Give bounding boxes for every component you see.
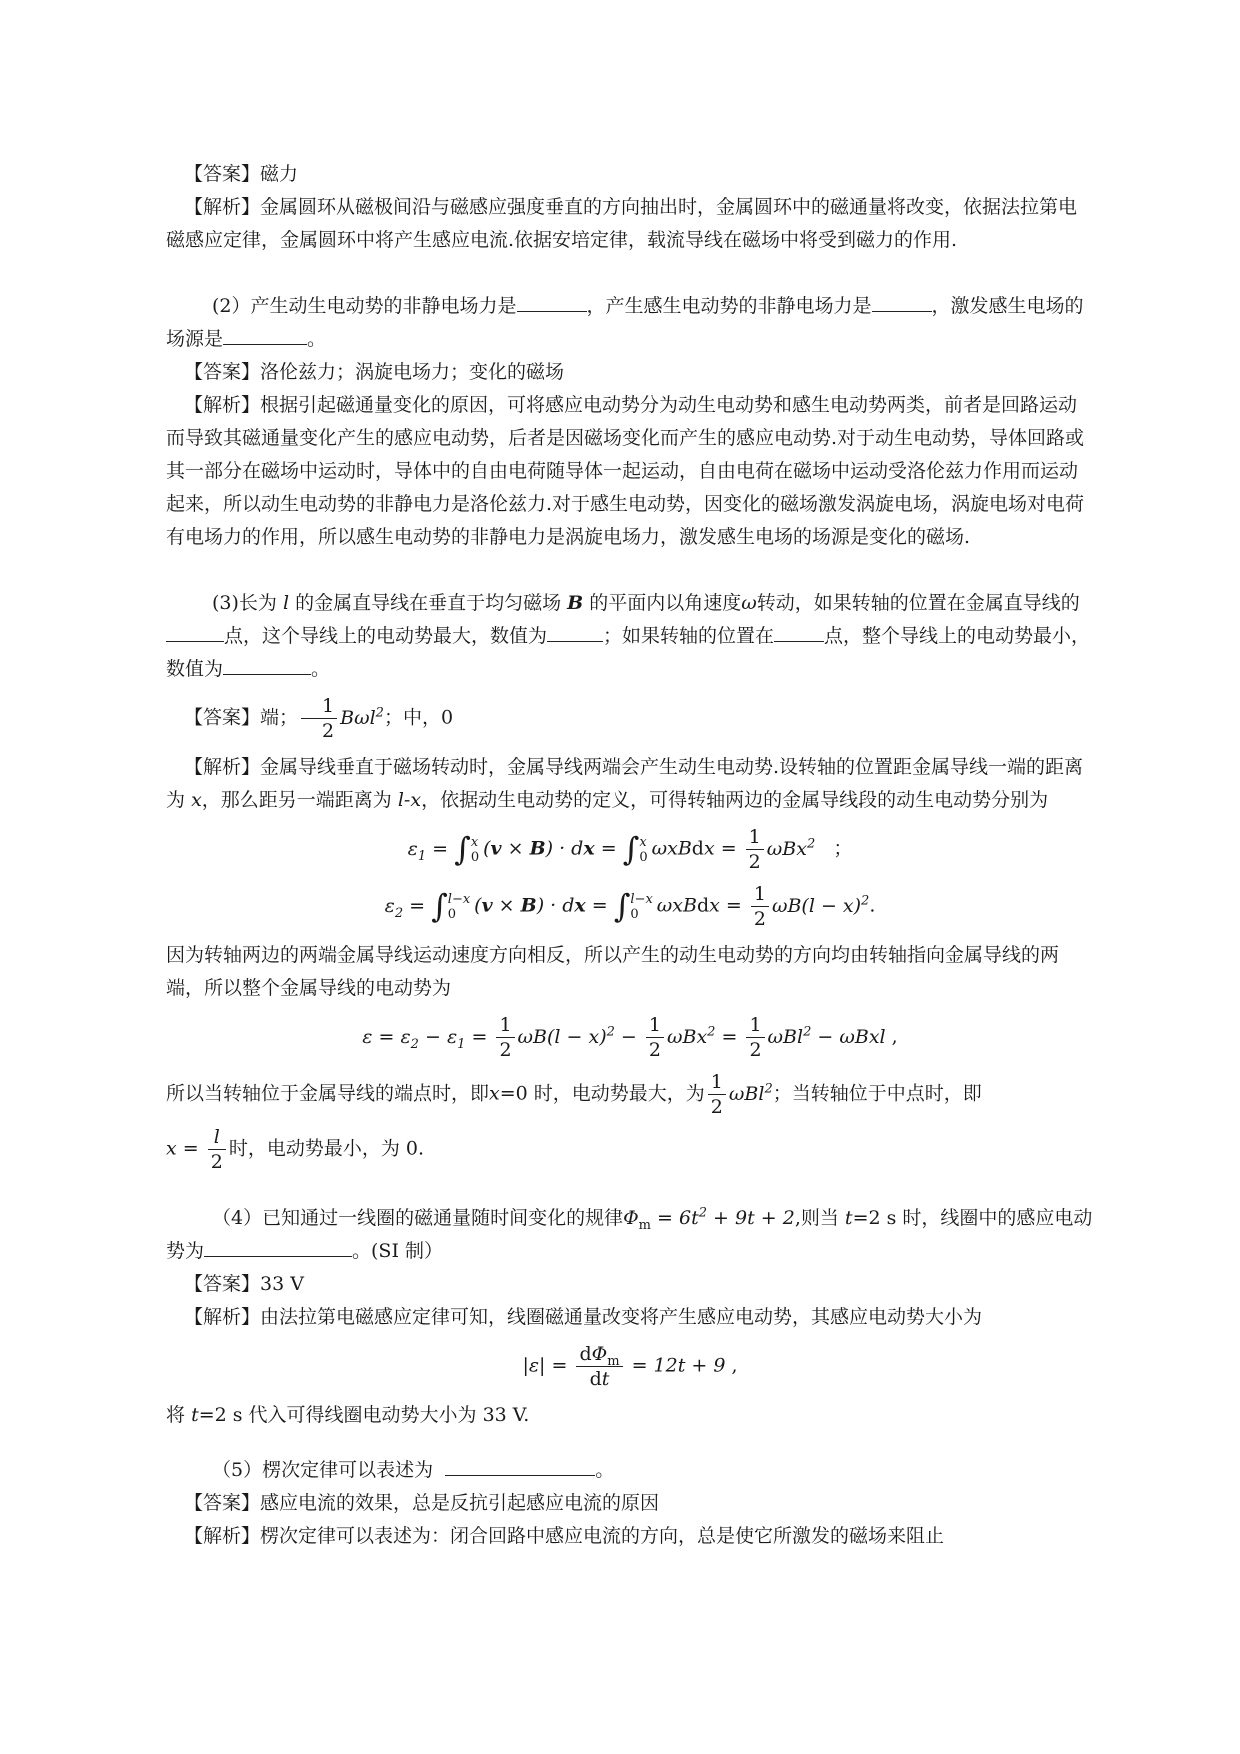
q3-answer: 【答案】端； $\frac{1}{2}$ Bωl$^2$；中，0 — [184, 695, 454, 742]
answer-blank[interactable] — [517, 291, 587, 312]
q1-answer: 【答案】磁力 — [184, 163, 299, 185]
q4-analysis: 【解析】由法拉第电磁感应定律可知，线圈磁通量改变将产生感应电动势，其感应电动势大小为 — [184, 1306, 983, 1328]
answer-blank[interactable] — [223, 654, 311, 675]
answer-blank[interactable] — [204, 1236, 352, 1257]
document-page — [166, 158, 1094, 1553]
q4-question: （4）已知通过一线圈的磁通量随时间变化的规律$\Phi_m = 6t^2 + 9t + 2$,则当 t=2 s 时，线圈中的感应电动势为 。(SI 制） — [166, 1205, 1093, 1262]
q4-result: 将 t=2 s 代入可得线圈电动势大小为 33 V. — [166, 1404, 530, 1426]
q2-answer: 【答案】洛伦兹力；涡旋电场力；变化的磁场 — [184, 361, 565, 383]
answer-blank[interactable] — [547, 621, 603, 642]
q1-analysis: 【解析】金属圆环从磁极间沿与磁感应强度垂直的方向抽出时，金属圆环中的磁通量将改变，依据法拉第电磁感应定律，金属圆环中将产生感应电流.依据安培定律，载流导线在磁场中将受到磁力的作用. — [166, 196, 1078, 251]
answer-blank[interactable] — [166, 621, 224, 642]
equation-epsilon-total: $\varepsilon = \varepsilon_2 - \varepsilon_1$ = $\frac{1}{2}$ $\omega B(l - x)^2$ − $\frac{1}{2}$ ωBx$^2$ = $\frac{1}{2}$ ωBl$^2$ − ωBxl , — [362, 1014, 898, 1061]
answer-blank[interactable] — [872, 291, 932, 312]
q4-answer: 【答案】33 V — [184, 1273, 304, 1295]
q3-analysis: 【解析】金属导线垂直于磁场转动时，金属导线两端会产生动生电动势.设转轴的位置距金属导线一端的距离为 x，那么距另一端距离为 l-x，依据动生电动势的定义，可得转轴两边的金属导线段的动生电动势分别为 — [166, 756, 1084, 811]
answer-blank[interactable] — [445, 1455, 595, 1476]
q3-conclusion: 所以当转轴位于金属导线的端点时，即x=0 时，电动势最大，为 $\frac{1}{2}$ ωBl$^2$；当转轴位于中点时，即 — [166, 1071, 982, 1118]
q2-question: (2）产生动生电动势的非静电场力是 ，产生感生电动势的非静电场力是 ，激发感生电场的场源是 。 — [166, 290, 1094, 356]
answer-blank[interactable] — [223, 324, 307, 345]
equation-epsilon-1: $\varepsilon_1$ = ∫ x 0 (v × B) · dx = ∫ x 0 ωxBdx = $\frac{1}{2}$ ωBx$^2$ ； — [407, 826, 853, 873]
answer-blank[interactable] — [774, 621, 824, 642]
q5-answer: 【答案】感应电流的效果，总是反抗引起感应电流的原因 — [184, 1492, 660, 1514]
q3-question: (3)长为 l 的金属直导线在垂直于均匀磁场 B 的平面内以角速度ω转动，如果转轴的位置在金属直导线的点，这个导线上的电动势最大，数值为 ；如果转轴的位置在 点，整个导线上的电动势最小，数值为 。 — [166, 592, 1091, 680]
q5-question: （5）楞次定律可以表述为 。 — [166, 1454, 1094, 1487]
equation-emf: |ε| = $\frac{d\Phi_m}{dt}$ = 12t + 9 , — [522, 1343, 738, 1390]
q3-conclusion-2: x = $\frac{l}{2}$ 时，电动势最小，为 0. — [166, 1126, 424, 1173]
q2-analysis: 【解析】根据引起磁通量变化的原因，可将感应电动势分为动生电动势和感生电动势两类，前者是回路运动而导致其磁通量变化产生的感应电动势，后者是因磁场变化而产生的感应电动势.对于动生电动势，导体回路或其一部分在磁场中运动时，导体中的自由电荷随导体一起运动，自由电荷在磁场中运动受洛伦兹力作用而运动起来，所以动生电动势的非静电力是洛伦兹力.对于感生电动势，因变化的磁场激发涡旋电场，涡旋电场对电荷有电场力的作用，所以感生电动势的非静电力是涡旋电场力，激发感生电场的场源是变化的磁场. — [166, 394, 1085, 548]
fraction: $\frac{1}{2}$ — [301, 694, 337, 743]
q5-analysis: 【解析】楞次定律可以表述为：闭合回路中感应电流的方向，总是使它所激发的磁场来阻止 — [184, 1525, 945, 1547]
q3-after-equation: 因为转轴两边的两端金属导线运动速度方向相反，所以产生的动生电动势的方向均由转轴指向金属导线的两端，所以整个金属导线的电动势为 — [166, 944, 1060, 999]
equation-epsilon-2: $\varepsilon_2$ = ∫ l−x 0 (v × B) · dx = ∫ l−x 0 ωxBdx = $\frac{1}{2}$ $\omega B(l - x)^2$. — [384, 883, 876, 930]
